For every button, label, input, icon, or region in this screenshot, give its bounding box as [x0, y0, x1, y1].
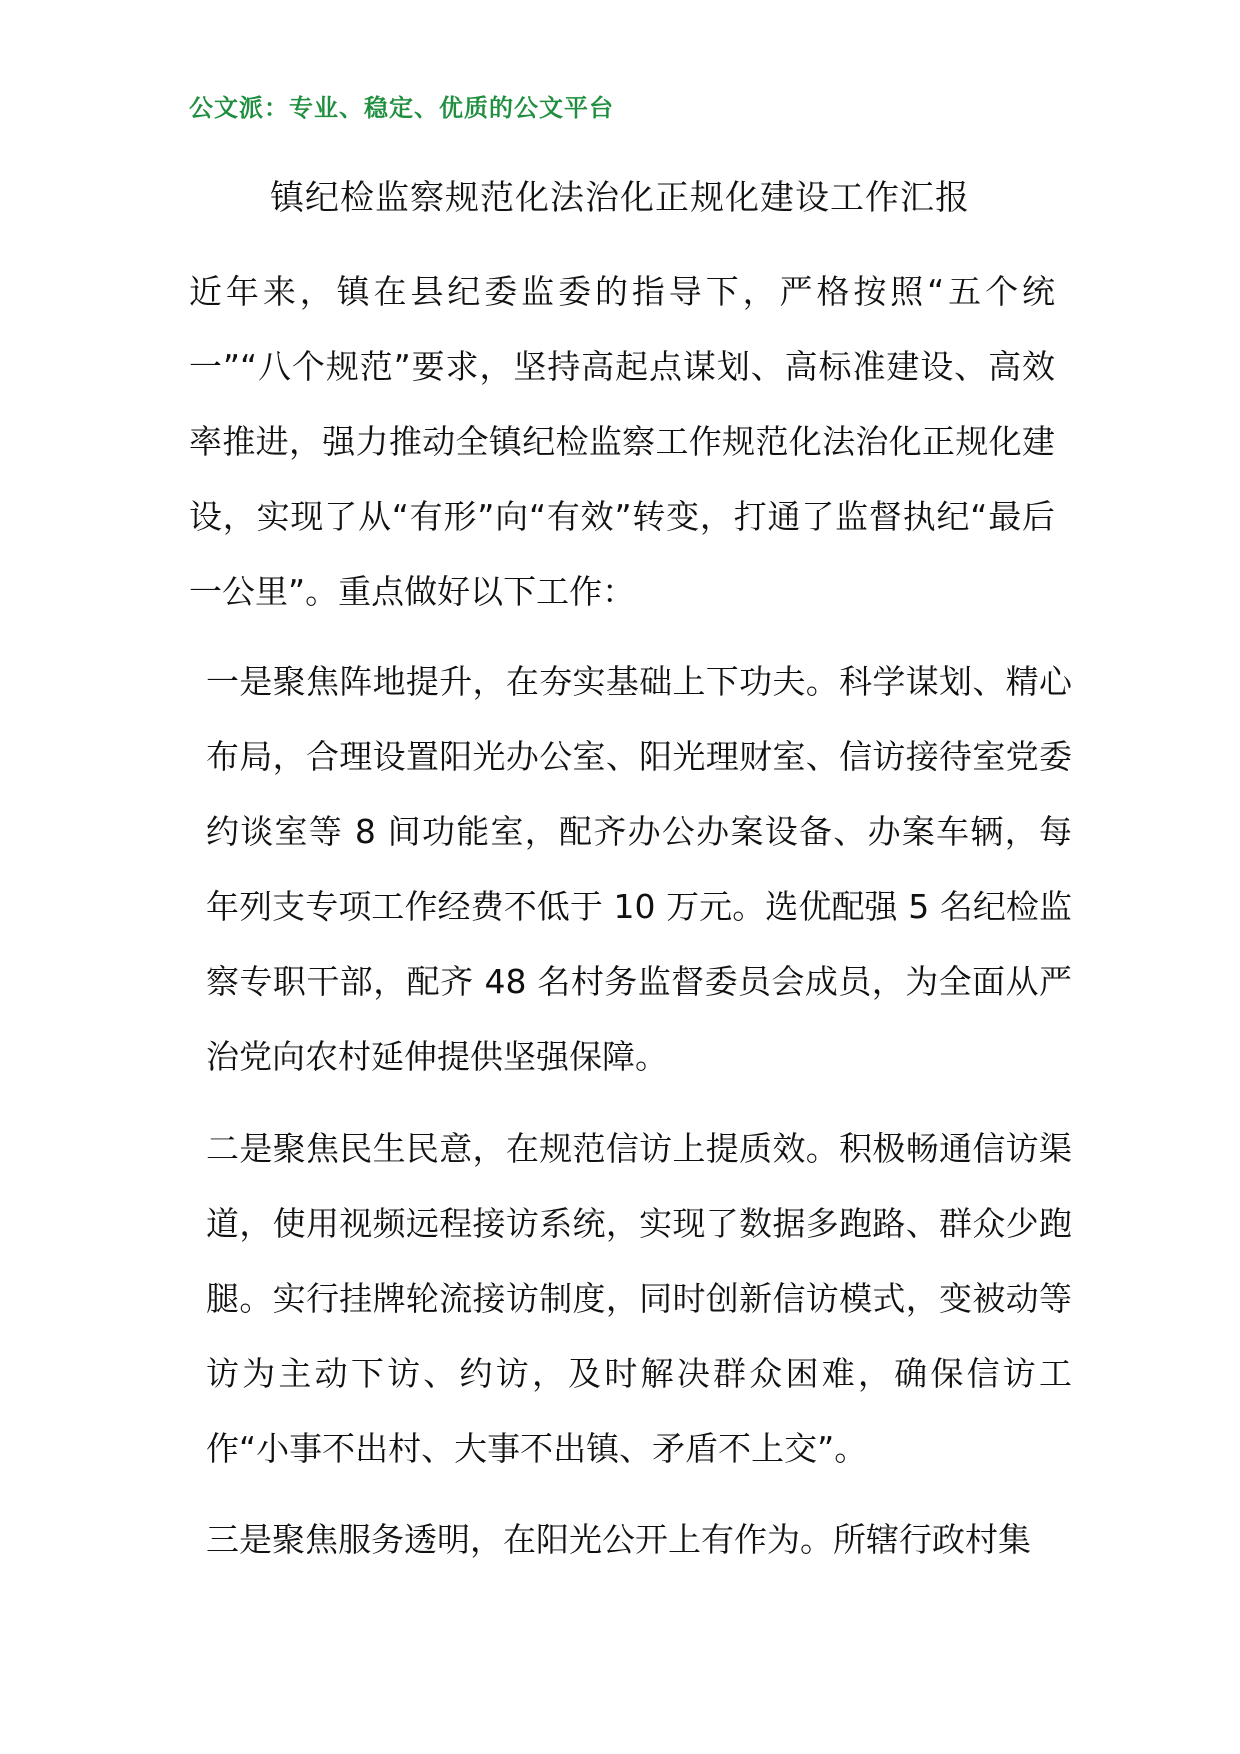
document-title: 镇纪检监察规范化法治化正规化建设工作汇报: [270, 178, 970, 218]
paragraph-2: [189, 644, 1072, 1094]
paragraph-text: 二是聚焦民生民意，在规范信访上提质效。积极畅通信访渠道，使用视频远程接访系统，实现了数据多跑路、群众少跑腿。实行挂牌轮流接访制度，同时创新信访模式，变被动等访为主动下访、约访，及时解决群众困难，确保信访工作“小事不出村、大事不出镇、矛盾不上交”。: [206, 1129, 1072, 1468]
paragraph-4: [189, 1502, 1072, 1577]
paragraph-3: [189, 1111, 1072, 1486]
paragraph-text: 近年来，镇在县纪委监委的指导下，严格按照“五个统一”“八个规范”要求，坚持高起点谋划、高标准建设、高效率推进，强力推动全镇纪检监察工作规范化法治化正规化建设，实现了从“有形”向“有效”转变，打通了监督执纪“最后一公里”。重点做好以下工作：: [189, 272, 1055, 611]
paragraph-text: 三是聚焦服务透明，在阳光公开上有作为。所辖行政村集: [206, 1520, 1031, 1559]
paragraph-1: [189, 254, 1055, 629]
header-banner: 公文派：专业、稳定、优质的公文平台: [189, 94, 614, 122]
paragraph-text: 一是聚焦阵地提升，在夯实基础上下功夫。科学谋划、精心布局，合理设置阳光办公室、阳光理财室、信访接待室党委约谈室等 8 间功能室，配齐办公办案设备、办案车辆，每年列支专项工作经费不低于 10 万元。选优配强 5 名纪检监察专职干部，配齐 48 名村务监督委员会成员，为全面从严治党向农村延伸提供坚强保障。: [206, 662, 1072, 1076]
